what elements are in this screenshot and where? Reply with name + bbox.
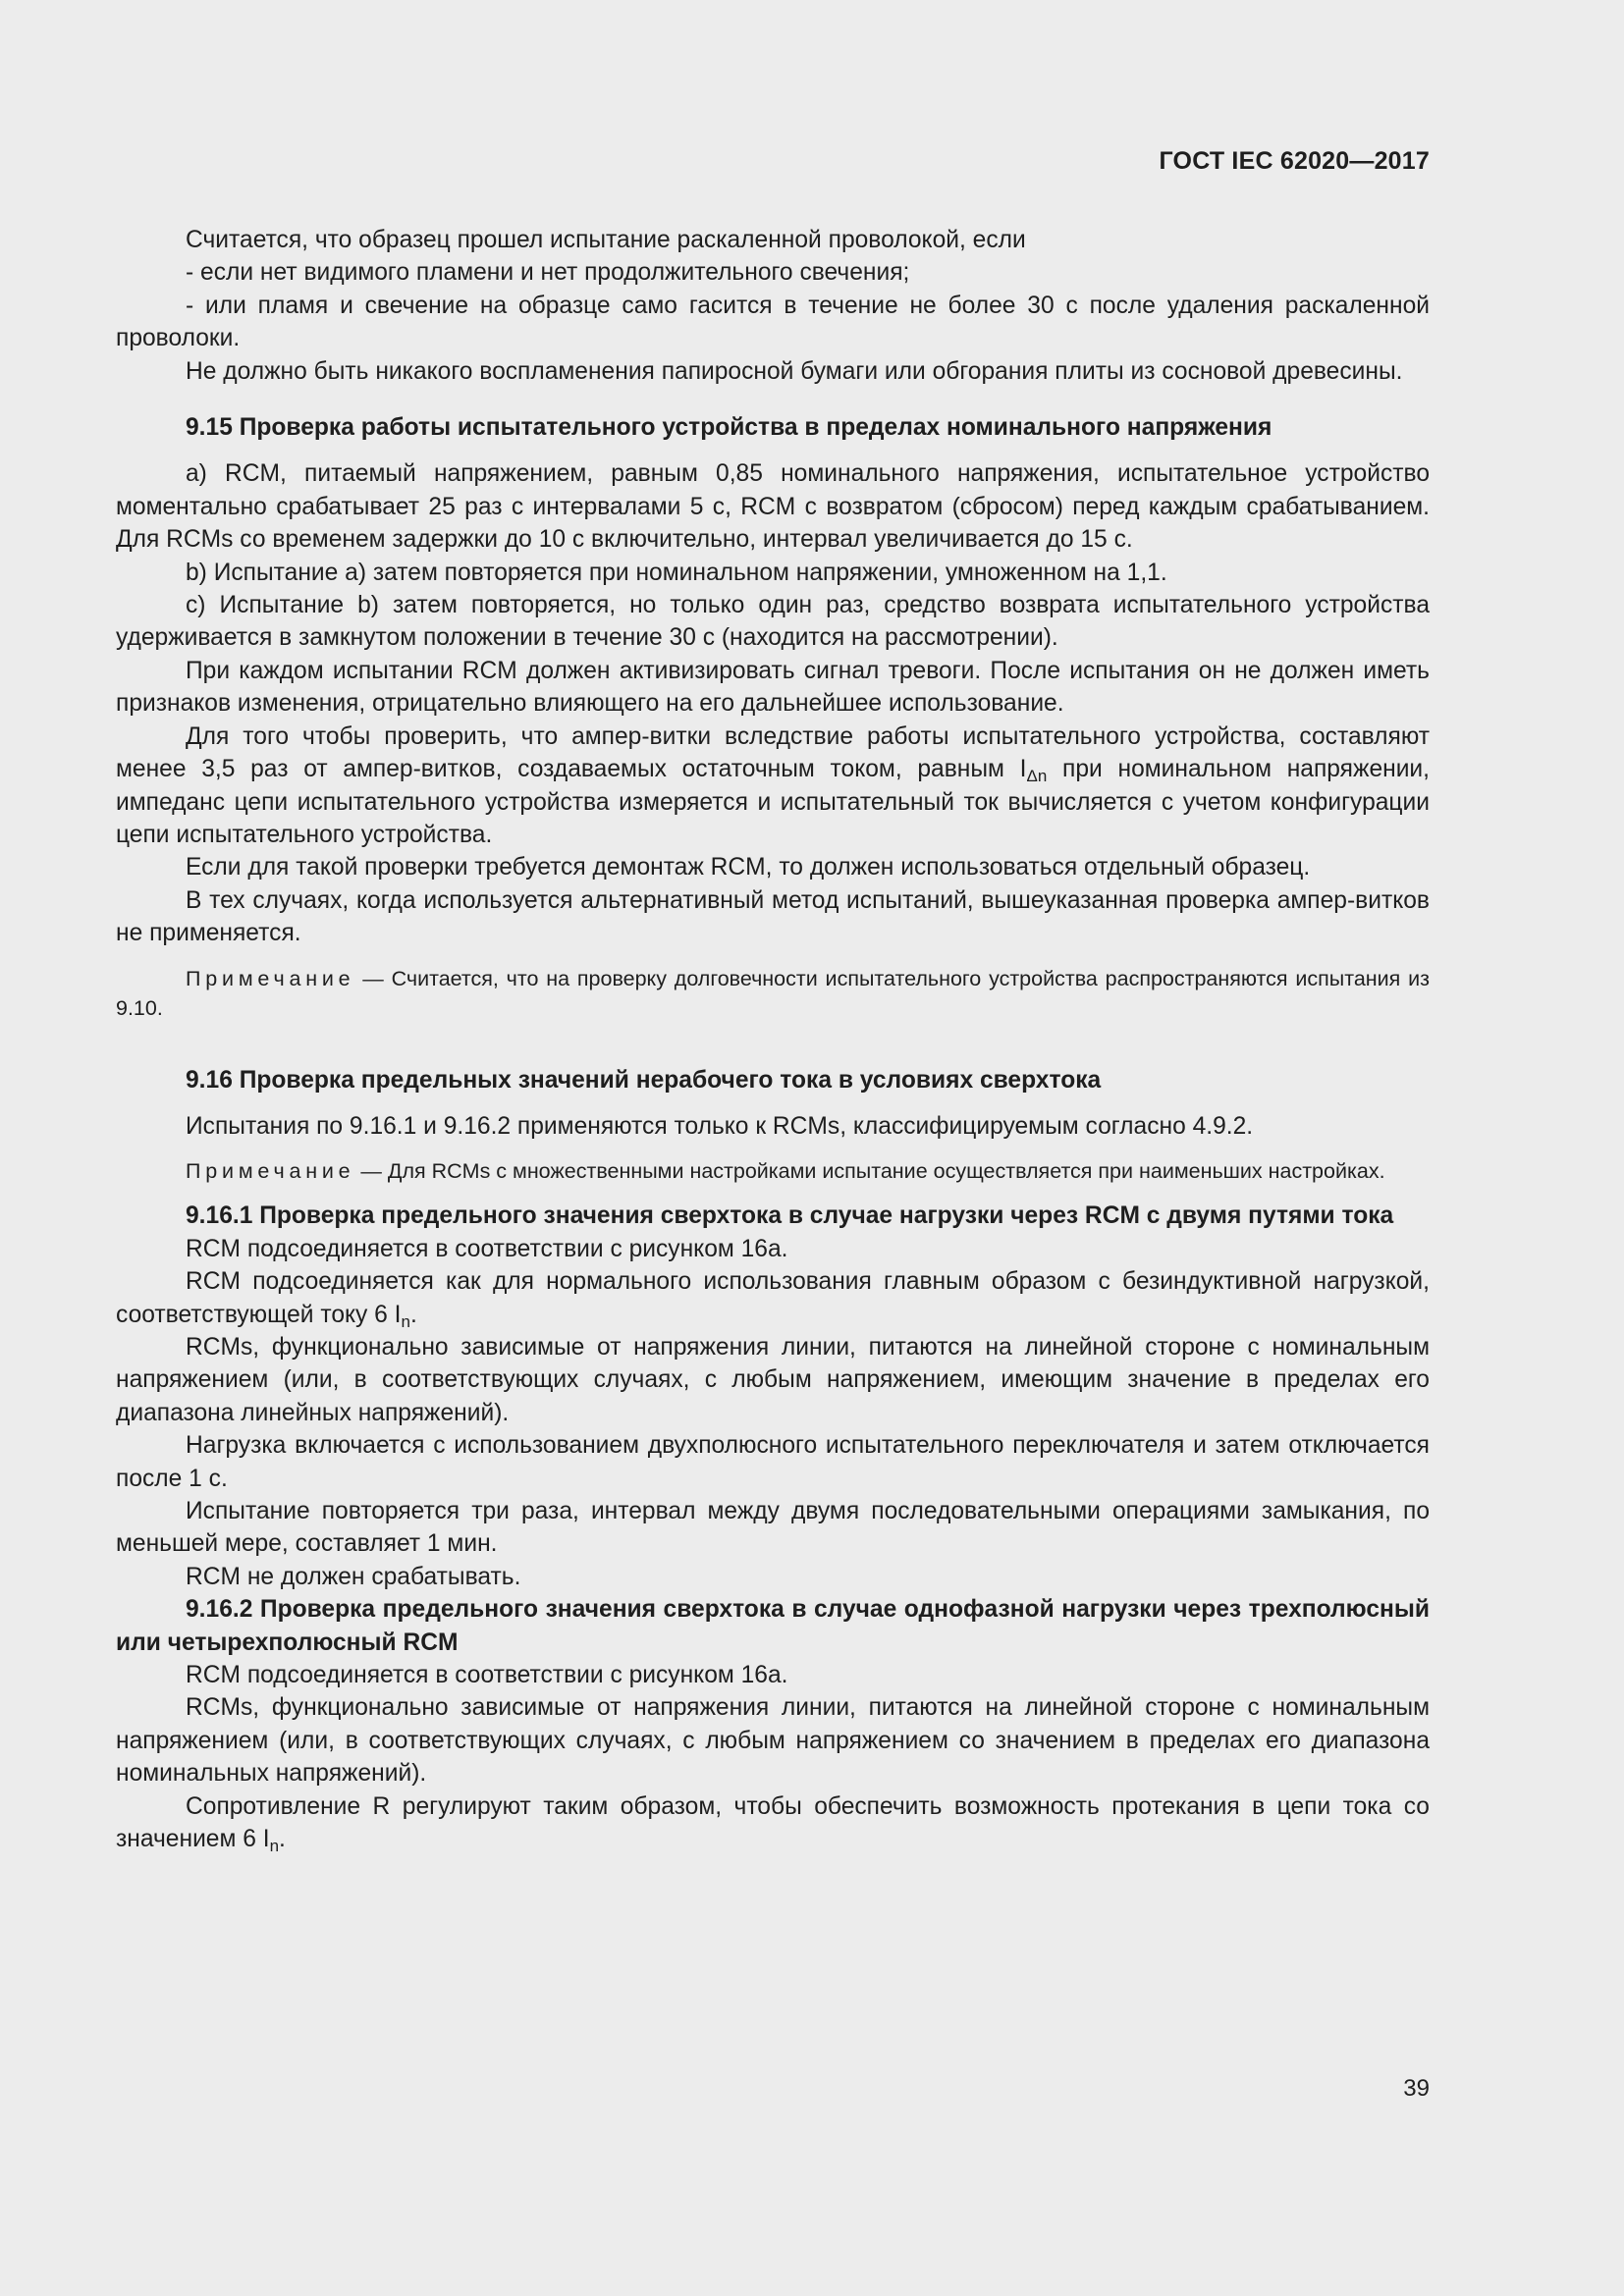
note-text: — Для RCMs с множественными настройками испытание осуществляется при наименьших настройках. [354, 1159, 1385, 1184]
section-9-16-title: 9.16 Проверка предельных значений нерабочего тока в условиях сверхтока [186, 1066, 1102, 1094]
paragraph: RCMs, функционально зависимые от напряжения линии, питаются на линейной стороне с номинальным напряжением (или, в соответствующих случаях, с любым напряжением, имеющим значение в пределах его диапазона линейных напряжений). [116, 1333, 1430, 1426]
paragraph: - или пламя и свечение на образце само гасится в течение не более 30 с после удаления раскаленной проволоки. [116, 292, 1430, 352]
paragraph: Испытания по 9.16.1 и 9.16.2 применяются только к RCMs, классифицируемым согласно 4.9.2. [186, 1112, 1254, 1140]
note [116, 964, 1430, 1023]
paragraph [116, 721, 1430, 852]
text-run: Сопротивление R регулируют таким образом, чтобы обеспечить возможность протекания в цепи тока со значением 6 I [116, 1792, 1430, 1853]
text-run: . [409, 1301, 417, 1328]
section-9-16-1-title: 9.16.1 Проверка предельного значения сверхтока в случае нагрузки через RCM с двумя путями тока [186, 1202, 1394, 1230]
subscript: Δn [1026, 767, 1048, 786]
note-label: Примечание [186, 1159, 355, 1184]
page-number: 39 [1403, 2075, 1430, 2102]
paragraph: RCM подсоединяется в соответствии с рисунком 16а. [186, 1235, 788, 1262]
paragraph: а) RCM, питаемый напряжением, равным 0,85 номинального напряжения, испытательное устройство моментально срабатывает 25 раз с интервалами 5 с, RCM с возвратом (сбросом) перед каждым срабатыванием. Для RCMs со временем задержки до 10 с включительно, интервал увеличивается до 15 с. [116, 460, 1430, 554]
paragraph: Считается, что образец прошел испытание раскаленной проволокой, если [186, 227, 1026, 253]
note-text: — Считается, что на проверку долговечности испытательного устройства распространяются испытания из 9.10. [116, 966, 1430, 1020]
subscript: n [269, 1837, 280, 1856]
paragraph: Не должно быть никакого воспламенения папиросной бумаги или обгорания плиты из сосновой древесины. [186, 357, 1403, 385]
document-header: ГОСТ IEC 62020—2017 [1159, 147, 1430, 175]
text-run: Для того чтобы проверить, что ампер-витки вследствие работы испытательного устройства, составляют менее 3,5 раз от ампер-витков, создаваемых остаточным током, равным I [116, 722, 1430, 783]
paragraph: RCMs, функционально зависимые от напряжения линии, питаются на линейной стороне с номинальным напряжением (или, в соответствующих случаях, с любым напряжением со значением в пределах его диапазона номинальных напряжений). [116, 1694, 1430, 1788]
note-label: Примечание [186, 966, 355, 990]
section-9-15-title: 9.15 Проверка работы испытательного устройства в пределах номинального напряжения [186, 414, 1272, 442]
text-run: при номинальном напряжении, импеданс цепи испытательного устройства измеряется и испытательный ток вычисляется с учетом конфигурации цепи испытательного устройства. [116, 756, 1431, 848]
paragraph: Если для такой проверки требуется демонтаж RCM, то должен использоваться отдельный образец. [186, 854, 1311, 881]
subscript: n [401, 1311, 410, 1331]
paragraph: При каждом испытании RCM должен активизировать сигнал тревоги. После испытания он не должен иметь признаков изменения, отрицательно влияющего на его дальнейшее использование. [116, 657, 1430, 718]
text-run: RCM подсоединяется как для нормального использования главным образом с безиндуктивной нагрузкой, соответствующей току 6 I [116, 1268, 1430, 1328]
paragraph: Испытание повторяется три раза, интервал между двумя последовательными операциями замыкания, по меньшей мере, составляет 1 мин. [116, 1498, 1430, 1558]
paragraph: с) Испытание b) затем повторяется, но только один раз, средство возврата испытательного устройства удерживается в замкнутом положении в течение 30 с (находится на рассмотрении). [116, 592, 1430, 652]
paragraph [116, 1790, 1430, 1856]
paragraph: RCM не должен срабатывать. [186, 1563, 521, 1590]
section-9-16-2-title: 9.16.2 Проверка предельного значения сверхтока в случае однофазной нагрузки через трехполюсный или четырехполюсный RCM [116, 1596, 1430, 1656]
paragraph: - если нет видимого пламени и нет продолжительного свечения; [186, 259, 910, 287]
paragraph: b) Испытание а) затем повторяется при номинальном напряжении, умноженном на 1,1. [186, 559, 1167, 586]
note [116, 1156, 1430, 1186]
text-run: . [279, 1826, 286, 1853]
document-body [116, 224, 1430, 1855]
paragraph: Нагрузка включается с использованием двухполюсного испытательного переключателя и затем отключается после 1 с. [116, 1432, 1430, 1492]
paragraph: RCM подсоединяется в соответствии с рисунком 16а. [186, 1662, 788, 1689]
paragraph [116, 1265, 1430, 1331]
paragraph: В тех случаях, когда используется альтернативный метод испытаний, вышеуказанная проверка ампер-витков не применяется. [116, 886, 1430, 947]
